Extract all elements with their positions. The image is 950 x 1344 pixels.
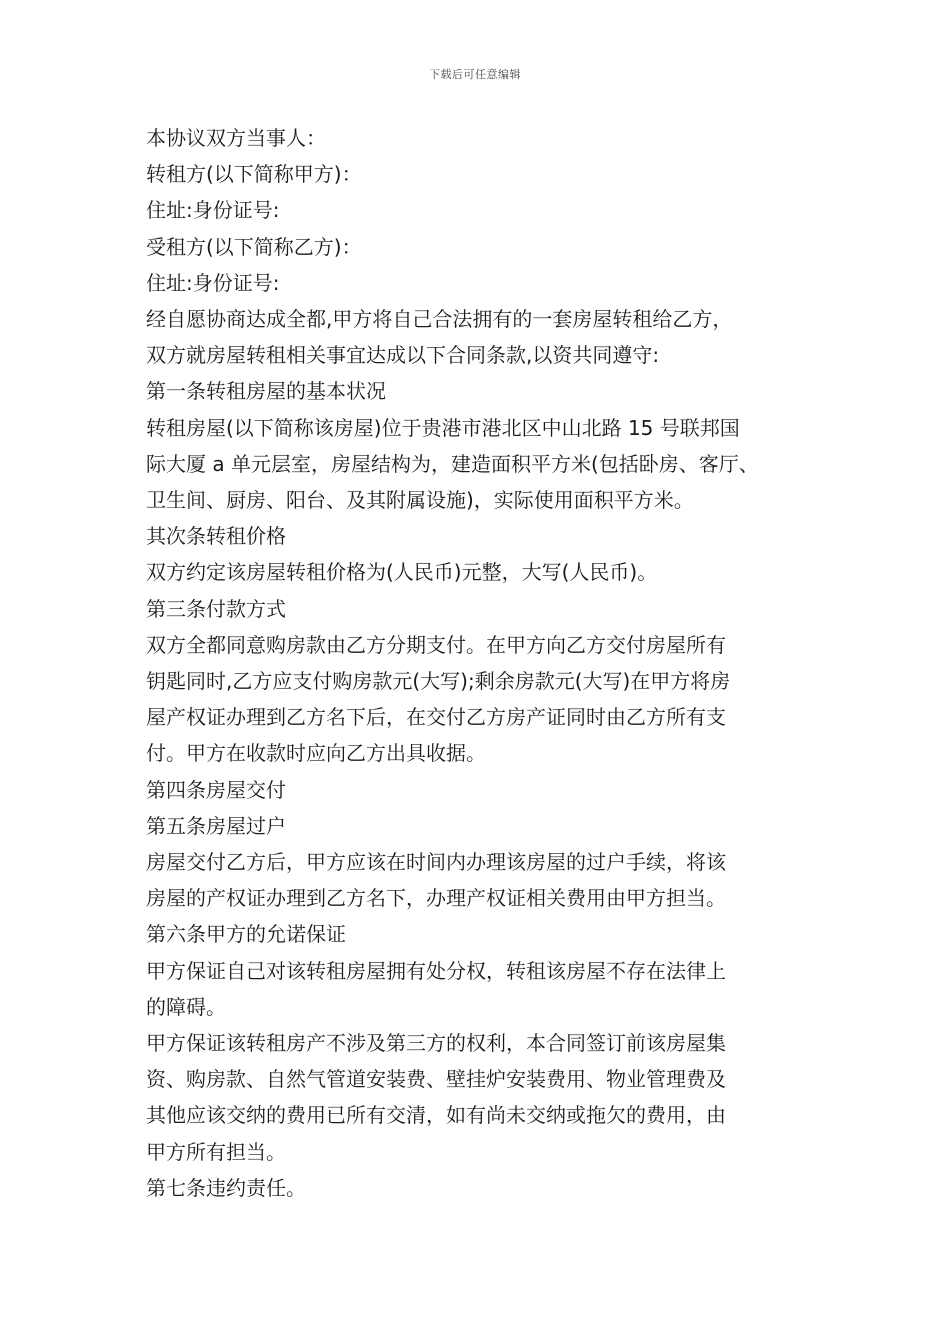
party-intro-line: 本协议双方当事人： [146,126,326,150]
article-text-line: 甲方保证该转租房产不涉及第三方的权利，本合同签订前该房屋集 [146,1031,726,1056]
article-text-line: 卫生间、厨房、阳台、及其附属设施)，实际使用面积平方米。 [146,488,694,513]
article-text-line: 屋产权证办理到乙方名下后，在交付乙方房产证同时由乙方所有支 [146,705,726,730]
article-text-line: 付。甲方在收款时应向乙方出具收据。 [146,741,486,766]
article-heading: 第四条房屋交付 [146,777,286,802]
lessee-line: 受租方(以下简称乙方)： [146,234,362,259]
article-heading: 第一条转租房屋的基本状况 [146,379,386,404]
article-text-line: 资、购房款、自然气管道安装费、壁挂炉安装费用、物业管理费及 [146,1067,726,1092]
article-text-line: 甲方保证自己对该转租房屋拥有处分权，转租该房屋不存在法律上 [146,958,726,983]
preamble-line: 经自愿协商达成全都,甲方将自己合法拥有的一套房屋转租给乙方， [146,307,733,332]
article-text-line: 的障碍。 [146,994,226,1019]
article-heading: 第六条甲方的允诺保证 [146,922,346,947]
preamble-line: 双方就房屋转租相关事宜达成以下合同条款,以资共同遵守: [146,343,660,368]
article-text-line: 甲方所有担当。 [146,1139,286,1164]
page-header: 下载后可任意编辑 [429,68,521,81]
article-text-line: 其他应该交纳的费用已所有交清，如有尚未交纳或拖欠的费用，由 [146,1103,726,1128]
article-text-line: 房屋的产权证办理到乙方名下，办理产权证相关费用由甲方担当。 [146,886,726,911]
lessor-address-line: 住址:身份证号: [146,198,280,223]
article-heading: 第七条违约责任。 [146,1175,306,1200]
article-text-line: 房屋交付乙方后，甲方应该在时间内办理该房屋的过户手续，将该 [146,850,726,875]
document-body [146,120,826,1206]
article-heading: 第五条房屋过户 [146,813,286,838]
article-text-line: 钥匙同时,乙方应支付购房款元(大写);剩余房款元(大写)在甲方将房 [146,669,731,694]
article-text-line: 双方约定该房屋转租价格为(人民币)元整，大写(人民币)。 [146,560,658,585]
article-heading: 其次条转租价格 [146,524,286,549]
lessee-address-line: 住址:身份证号: [146,270,280,295]
article-text-line: 双方全都同意购房款由乙方分期支付。在甲方向乙方交付房屋所有 [146,632,726,657]
lessor-line: 转租方(以下简称甲方)： [146,162,362,187]
article-text-line: 际大厦 a 单元层室，房屋结构为，建造面积平方米(包括卧房、客厅、 [146,451,759,476]
article-text-line: 转租房屋(以下简称该房屋)位于贵港市港北区中山北路 15 号联邦国 [146,415,740,440]
article-heading: 第三条付款方式 [146,596,286,621]
